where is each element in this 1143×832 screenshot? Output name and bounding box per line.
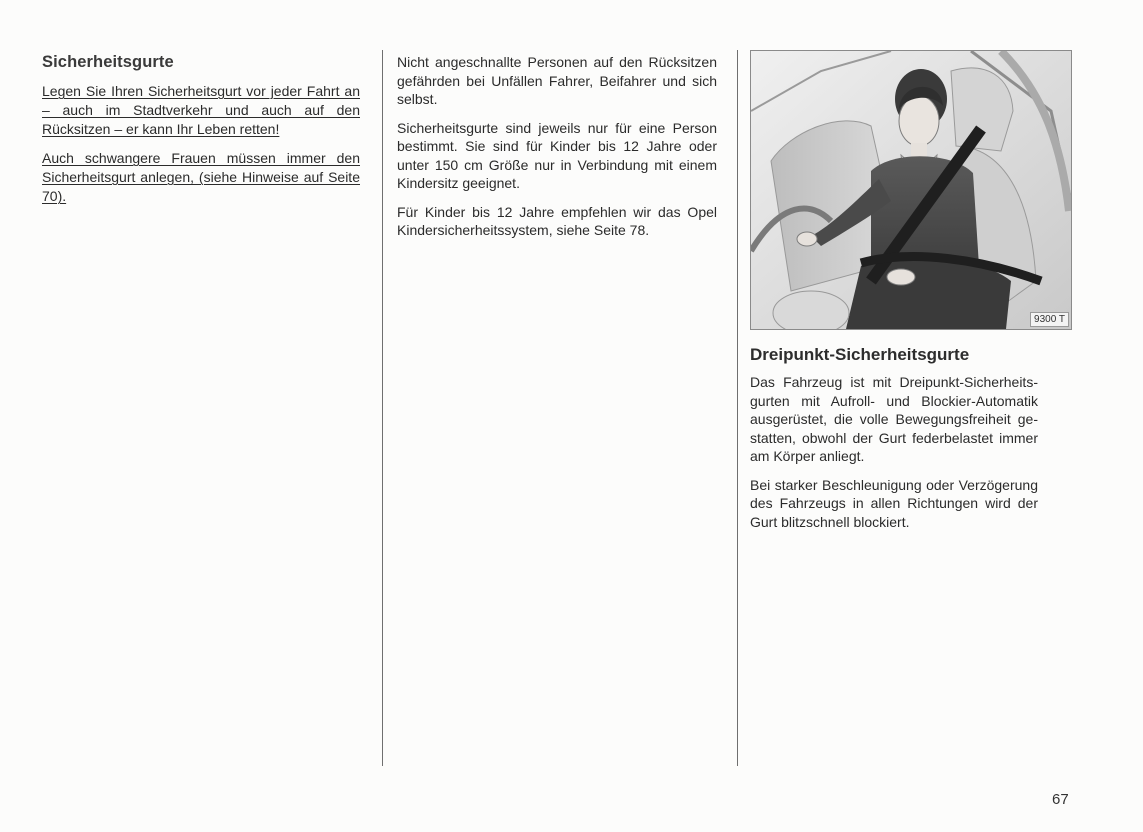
- left-column: [42, 53, 360, 216]
- column-divider: [382, 50, 383, 766]
- warning-text: Auch schwangere Frauen müssen immer den Sicherheitsgurt anlegen, (siehe Hinweise auf Seite 70).: [42, 150, 360, 204]
- body-paragraph: Das Fahrzeug ist mit Dreipunkt-Sicherheitsgurten mit Aufroll- und Blockier-Automatik ausgerüstet, die volle Bewegungsfreiheit gestatten, obwohl der Gurt federbelastet immer am Körper anliegt.: [750, 374, 1038, 464]
- figure-code: 9300 T: [1030, 312, 1069, 327]
- woman-wearing-seatbelt-image: [751, 51, 1071, 329]
- middle-column: [397, 53, 717, 250]
- warning-text: Legen Sie Ihren Sicherheitsgurt vor jeder Fahrt an – auch im Stadtverkehr und auch auf den Rücksitzen – er kann Ihr Leben retten!: [42, 83, 360, 137]
- body-paragraph: Bei starker Beschleunigung oder Verzögerung des Fahrzeugs in allen Richtungen wird der Gurt blitzschnell blockiert.: [750, 476, 1038, 530]
- body-paragraph: Sicherheitsgurte sind jeweils nur für eine Person bestimmt. Sie sind für Kinder bis 12 Jahre oder unter 150 cm Größe nur in Verbindung mit einem Kindersitz geeignet.: [397, 119, 717, 191]
- page-number: 67: [1052, 791, 1069, 808]
- section-heading: Dreipunkt-Sicherheitsgurte: [750, 345, 970, 364]
- body-paragraph: Nicht angeschnallte Personen auf den Rücksitzen gefährden bei Unfällen Fahrer, Beifahrer und sich selbst.: [397, 54, 717, 107]
- section-heading: Sicherheitsgurte: [42, 53, 174, 71]
- right-column: [750, 345, 1038, 541]
- seatbelt-illustration: [750, 50, 1072, 330]
- column-divider: [737, 50, 738, 766]
- body-paragraph: Für Kinder bis 12 Jahre empfehlen wir das Opel Kindersicherheitssystem, siehe Seite 78.: [397, 203, 717, 238]
